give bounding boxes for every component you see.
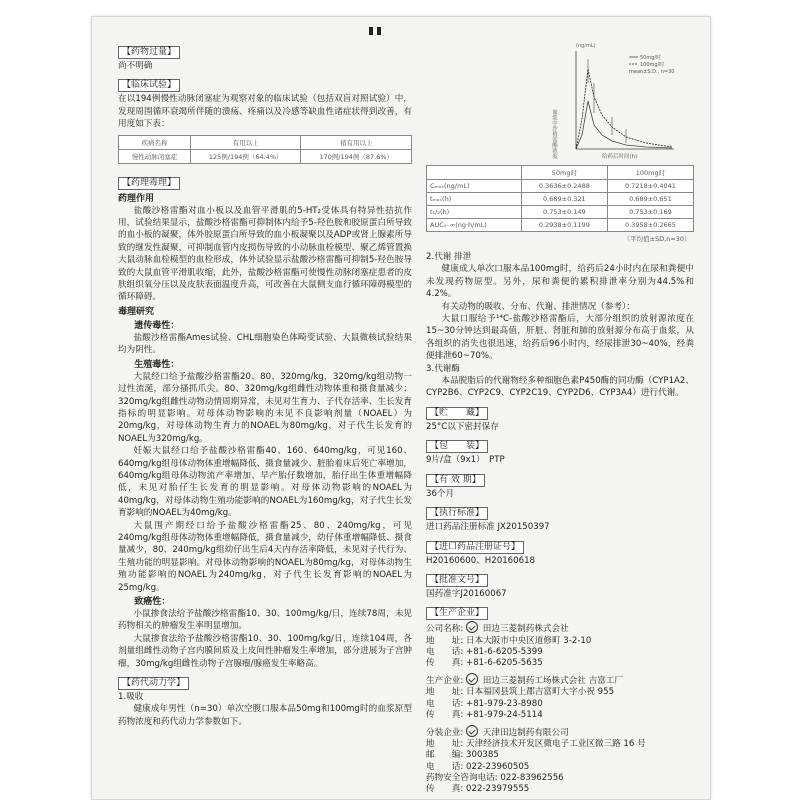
distributor-tel-label: 电 话: (426, 761, 464, 772)
manufacturer-fax: +81-6-6205-5635 (466, 657, 543, 668)
carc-paragraph-2: 大鼠掺食法给予盐酸沙格雷酯10、30、100mg/kg/日，连续104周，各剂量组雌性动物子宫内膜间质及上皮间性肿瘤发生率增加，部分进展为子宫肿瘤，30mg/kg组雌性动物子宫腺瘤/腺癌发生率略高。 (118, 633, 412, 669)
left-column (118, 39, 412, 728)
chart-ylabel: 血浆中沙格雷酯浓度 (551, 109, 557, 159)
manufacturer-addr-label: 地 址: (426, 635, 464, 646)
distributor-name: 天津田边制药有限公司 (482, 727, 569, 738)
absorb-title: 1.吸收 (118, 692, 144, 703)
table-header: 稍有用以上 (301, 135, 412, 149)
table-cell: 0.753±0.169 (607, 206, 693, 219)
overdose-text: 尚不明确 (118, 61, 153, 71)
table-cell: 170例/194例（87.6%） (301, 149, 412, 163)
producer-tel-row (426, 699, 694, 710)
table-cell: Cₘₐₓ(ng/mL) (427, 180, 522, 193)
distributor-fax: 022-23979555 (466, 783, 530, 794)
table-header: 有用以上 (190, 135, 301, 149)
pharmacology-heading: 【药理毒理】 (118, 177, 180, 190)
repro-paragraph-3: 大鼠围产期经口给予盐酸沙格雷酯25、80、240mg/kg，可见240mg/kg组母体动物体重增幅降低，摄食量减少，幼仔体重增幅降低、摄食量减少，80、240mg/kg组幼仔出生后4天内存活率降低，未见对子代行为、生殖功能的明显影响。对母体动物影响的NOAEL为80mg/kg，对母体动物生殖功能影响的NOAEL为240mg/kg，对子代生长发育影响的NOAEL为25mg/kg。 (118, 520, 412, 593)
carc-title: 致癌性： (134, 597, 171, 607)
sheet-tab-mark (369, 27, 373, 35)
table-header: 疾病名称 (119, 135, 191, 149)
table-cell: 0.753±0.149 (521, 206, 607, 219)
distributor-post-row (426, 750, 694, 761)
legend-entry: mean±S.D., n=30 (629, 69, 675, 75)
producer-name: 田边三菱制药工场株式会社 吉富工厂 (482, 676, 623, 687)
carc-paragraph-1: 小鼠掺食法给予盐酸沙格雷酯10、30、100mg/kg/日，连续78周，未见药物相关的肿瘤发生率明显增加。 (118, 609, 412, 632)
producer-label: 生产企业: (426, 676, 464, 687)
distributor-addr-label: 地 址: (426, 739, 464, 750)
table-row (427, 206, 694, 219)
standard-heading: 【执行标准】 (426, 507, 488, 520)
table-row (427, 180, 694, 193)
producer-fax-label: 传 真: (426, 709, 464, 720)
table-cell: 0.3958±0.2665 (607, 219, 693, 232)
validity-text: 36个月 (426, 488, 455, 499)
validity-heading: 【有 效 期】 (426, 474, 485, 487)
repro-title: 生殖毒性： (134, 359, 180, 370)
company-logo-icon (466, 673, 478, 685)
pk-table (426, 165, 694, 245)
distributor-addr: 天津经济技术开发区微电子工业区微三路 16 号 (466, 739, 646, 750)
tox-title: 毒理研究 (118, 306, 155, 317)
table-header: 100mg时 (607, 166, 693, 180)
repro-paragraph-2: 妊娠大鼠经口给予盐酸沙格雷酯40、160、640mg/kg，可见160、640mg/kg组母体动物体重增幅降低、摄食量减少、脏胎着床后死亡率增加，640mg/kg组母体动物流产率增加、早产胎仔数增加，胎仔出生体重增幅降低，未见对胎仔生长发育的明显影响。对母体动物影响的NOAEL为40mg/kg，对母体动物生殖功能影响的NOAEL为160mg/kg，对子代生长发育影响的NOAEL为40mg/kg。 (118, 446, 412, 519)
manufacturer-heading: 【生产企业】 (426, 607, 488, 620)
approval-text: 国药准字J20160067 (426, 588, 507, 599)
distributor-hotline-label: 药物安全咨询电话: (426, 772, 498, 783)
distributor-post-label: 邮 编: (426, 750, 464, 761)
table-cell: 0.7218±0.4041 (607, 180, 693, 193)
repro-paragraph-1: 大鼠经口给予盐酸沙格雷酯20、80、320mg/kg，320mg/kg组动物一过性流涎，部分搔抓爪尖。80、320mg/kg组雌性动物体重和摄食量减少；320mg/kg组雌性动物动情周期异常，未见对生育力、子代存活率、生长发育指标的明显影响。对母体动物影响的未见不良影响剂量（NOAEL）为20mg/kg，对母体动物生育力的NOAEL为80mg/kg，对子代生长发育的NOAEL为320mg/kg。 (118, 371, 412, 444)
excretion-text: 健康成人单次口服本品100mg时，给药后24小时内在尿和粪便中未发现药物原型。另外，尿和粪便的累积排泄率分别为44.5%和4.2%。 (426, 264, 694, 300)
producer-tel-label: 电 话: (426, 698, 464, 709)
producer-fax: +81-979-24-5114 (466, 709, 543, 720)
manufacturer-name-row (426, 621, 694, 635)
excretion-ref: 有关动物的吸收、分布、代谢、排泄情况（参考）： (441, 301, 635, 312)
table-cell: 0.689±0.651 (607, 193, 693, 206)
table-cell: AUC₀₋∞(ng·h/mL) (427, 219, 522, 232)
action-title: 药理作用 (118, 193, 155, 204)
approval-heading: 【批准文号】 (426, 574, 488, 587)
sheet-tab-mark (377, 27, 381, 35)
storage-text: 25°C以下密封保存 (426, 421, 499, 432)
table-cell: 0.2938±0.1199 (521, 219, 607, 232)
action-text: 盐酸沙格雷酯对血小板以及血管平滑肌的5-HT₂受体具有特异性拮抗作用，试验结果显示，盐酸沙格雷酯可抑制体内给予5-羟色胺和胶原蛋白所导致的血小板的凝聚，体外胶原蛋白所导致的血小板凝聚以及ADP或肾上腺素所导致的继发性凝聚，可抑制血管内皮损伤导致的小动脉血栓模型、聚乙烯管置换大鼠动脉血栓模型的血栓形成，体外试验显示盐酸沙格雷酯可抑制5-羟色胺导致的大鼠血管平滑肌收缩，此外，盐酸沙格雷酯可使慢性动脉闭塞症患者的皮肤组织氧分压以及皮肤表面温度升高，可改善在大鼠侧支血行循环障碍模型的循环障碍。 (118, 205, 412, 303)
manufacturer-fax-label: 传 真: (426, 657, 464, 668)
distributor-fax-row (426, 784, 694, 795)
table-cell: t₁/₂(h) (427, 206, 522, 219)
package-text: 9片/盒（9x1） PTP (426, 455, 505, 466)
table-header (427, 166, 522, 180)
producer-addr-label: 地 址: (426, 687, 464, 698)
producer-name-row (426, 673, 694, 687)
series-line-50mg (576, 101, 672, 149)
producer-tel: +81-979-23-8980 (466, 698, 543, 709)
chart-xlabel: 给药后时间(h) (602, 154, 638, 160)
manufacturer-fax-row (426, 658, 694, 669)
table-cell: 0.689±0.321 (521, 193, 607, 206)
geno-title: 遗传毒性： (134, 320, 180, 331)
table-cell: 0.3636±0.2488 (521, 180, 607, 193)
leaflet-sheet (91, 16, 711, 800)
enzyme-text: 本品脱脂后的代谢物经多种细胞色素P450酶的同功酶（CYP1A2、CYP2B6、CYP2C9、CYP2C19、CYP2D6、CYP3A4）进行代谢。 (426, 376, 694, 399)
clinical-text: 在以194例慢性动脉闭塞症为观察对象的临床试验（包括双盲对照试验）中，发现周围循环衰竭所伴随的溃疡、疼痛以及冷感等缺血性诸症状得到改善，有用度如下表： (118, 94, 412, 130)
table-cell: 慢性动脉闭塞症 (119, 149, 191, 163)
package-heading: 【包 装】 (426, 440, 488, 453)
clinical-table (118, 135, 412, 164)
producer-addr: 日本福冈县筑上郡吉富町大字小祝 955 (466, 687, 615, 698)
geno-text: 盐酸沙格雷酯Ames试验、CHL细胞染色体畸变试验、大鼠微核试验结果均为阴性。 (118, 332, 412, 356)
distributor-addr-row (426, 739, 694, 750)
distributor-hotline-row (426, 773, 694, 784)
table-cell: 125例/194例（64.4%） (190, 149, 301, 163)
table-row (427, 219, 694, 232)
distributor-fax-label: 传 真: (426, 783, 464, 794)
chart-yunit: (ng/mL) (576, 43, 596, 49)
table-note: （平均值±SD,n=30） (623, 235, 691, 243)
clinical-heading: 【临床试验】 (118, 79, 180, 92)
manufacturer-tel: +81-6-6205-5399 (466, 646, 543, 657)
legend-entry: 50mg/时 (640, 55, 662, 61)
distributor-tel-row (426, 762, 694, 773)
excretion-rat: 大鼠口服给予¹⁴C-盐酸沙格雷酯后，大部分组织的放射源浓度在15~30分钟达到最高值，肝脏、肾脏和肺的放射源分布高于血浆，从各组织的消失也很迅速，给药后96小时内，经尿排泄30~40%，经粪便排泄60~70%。 (426, 314, 694, 362)
standard-text: 进口药品注册标准 JX20150397 (426, 522, 550, 533)
manufacturer-tel-row (426, 647, 694, 658)
manufacturer-name-label: 公司名称: (426, 624, 464, 635)
table-cell: tₘₐₓ(h) (427, 193, 522, 206)
legend-entry: 100mg/时 (640, 62, 665, 68)
pk-chart (426, 39, 694, 161)
distributor-hotline: 022-83962556 (500, 772, 564, 783)
storage-heading: 【贮 藏】 (426, 407, 488, 420)
distributor-tel: 022-23960505 (466, 761, 530, 772)
pk-heading: 【药代动力学】 (118, 677, 189, 690)
producer-addr-row (426, 687, 694, 698)
distributor-post: 300385 (466, 750, 499, 761)
overdose-heading: 【药物过量】 (118, 46, 180, 59)
pk-chart-svg (426, 39, 694, 161)
absorb-text: 健康成年男性（n=30）单次空腹口服本品50mg和100mg时的血浆原型药物浓度和药代动力学参数如下。 (118, 704, 412, 727)
excretion-title: 2.代谢 排泄 (426, 252, 472, 262)
distributor-label: 分装企业: (426, 727, 464, 738)
distributor-name-row (426, 725, 694, 739)
reg-text: H20160600、H20160618 (426, 555, 535, 566)
manufacturer-name: 田边三菱制药株式会社 (482, 624, 569, 635)
table-row (427, 193, 694, 206)
table-header: 50mg时 (521, 166, 607, 180)
reg-heading: 【进口药品注册证号】 (426, 541, 524, 554)
right-column (426, 39, 694, 795)
company-logo-icon (466, 725, 478, 737)
producer-fax-row (426, 710, 694, 721)
enzyme-title: 3.代谢酶 (426, 363, 460, 374)
manufacturer-addr-row (426, 636, 694, 647)
company-logo-icon (466, 621, 478, 633)
manufacturer-tel-label: 电 话: (426, 646, 464, 657)
manufacturer-addr: 日本大阪市中央区道修町 3-2-10 (466, 635, 592, 646)
